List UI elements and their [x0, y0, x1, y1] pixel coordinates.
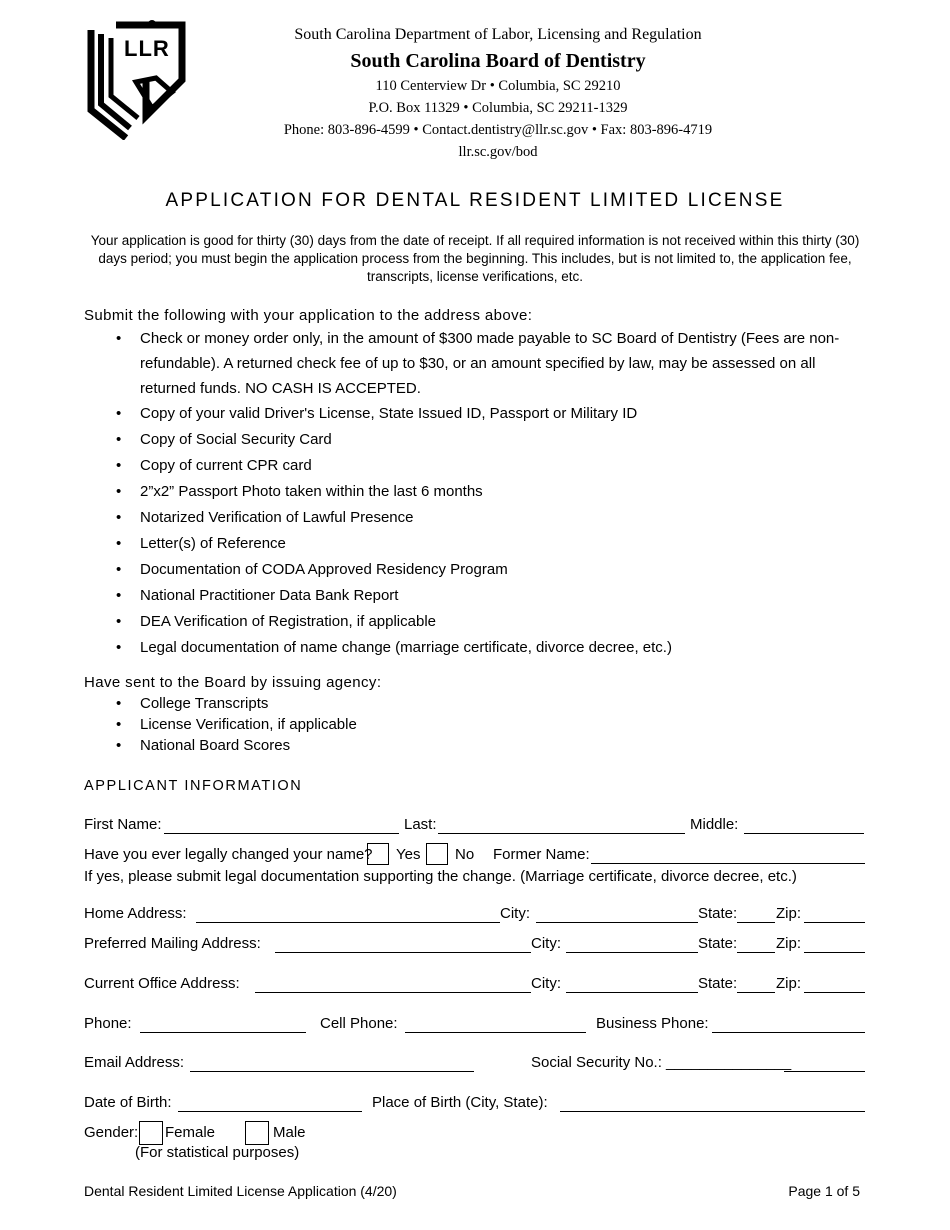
- home-city-label: City:: [500, 905, 530, 922]
- email-field[interactable]: [190, 1071, 474, 1072]
- male-checkbox[interactable]: [245, 1121, 269, 1145]
- list-item: • DEA Verification of Registration, if applicable: [84, 609, 874, 635]
- list-item: • Copy of Social Security Card: [84, 427, 874, 453]
- phone-field[interactable]: [140, 1032, 306, 1033]
- list-item: • License Verification, if applicable: [84, 714, 874, 735]
- office-zip-label: Zip:: [776, 975, 802, 992]
- list-item: • Legal documentation of name change (marriage certificate, divorce decree, etc.): [84, 635, 874, 661]
- name-change-note: If yes, please submit legal documentation supporting the change. (Marriage certificate, divorce decree, etc.): [84, 868, 797, 885]
- ssn-field[interactable]: [784, 1071, 865, 1072]
- gender-label: Gender:: [84, 1124, 139, 1141]
- mailing-zip-label: Zip:: [776, 935, 802, 952]
- agency-heading: Have sent to the Board by issuing agency:: [84, 674, 382, 691]
- mailing-state-field[interactable]: [737, 952, 775, 953]
- pob-field[interactable]: [560, 1111, 865, 1112]
- phone-label: Phone:: [84, 1015, 132, 1032]
- list-item: • Letter(s) of Reference: [84, 531, 874, 557]
- current-office-label: Current Office Address:: [84, 975, 240, 992]
- female-label: Female: [165, 1124, 216, 1141]
- submit-list: [84, 326, 874, 661]
- mailing-city-label: City:: [531, 935, 561, 952]
- submit-heading: Submit the following with your application to the address above:: [84, 307, 533, 324]
- business-phone-label: Business Phone:: [596, 1015, 709, 1032]
- page-title: APPLICATION FOR DENTAL RESIDENT LIMITED LICENSE: [165, 190, 785, 211]
- business-phone-field[interactable]: [712, 1032, 865, 1033]
- office-city-label: City:: [531, 975, 561, 992]
- mailing-state-label: State:: [698, 935, 738, 952]
- cell-phone-label: Cell Phone:: [320, 1015, 398, 1032]
- home-state-label: State:: [698, 905, 738, 922]
- logo-text: LLR: [124, 36, 170, 61]
- current-office-field[interactable]: [255, 992, 531, 993]
- former-name-label: Former Name:: [493, 846, 590, 863]
- office-state-label: State:: [698, 975, 738, 992]
- ssn-label: Social Security No.: _______________: [531, 1054, 792, 1071]
- name-changed-question: Have you ever legally changed your name?: [84, 846, 373, 863]
- last-name-field[interactable]: [438, 833, 685, 834]
- preferred-mailing-field[interactable]: [275, 952, 531, 953]
- board-name: South Carolina Board of Dentistry: [350, 50, 646, 72]
- last-name-label: Last:: [404, 816, 437, 833]
- first-name-label: First Name:: [84, 816, 162, 833]
- contact-line: Phone: 803-896-4599 • Contact.dentistry@llr.sc.gov • Fax: 803-896-4719: [283, 122, 713, 138]
- footer-page-number: Page 1 of 5: [788, 1183, 860, 1199]
- middle-name-field[interactable]: [744, 833, 864, 834]
- office-zip-field[interactable]: [804, 992, 865, 993]
- mailing-city-field[interactable]: [566, 952, 698, 953]
- cell-phone-field[interactable]: [405, 1032, 586, 1033]
- home-zip-label: Zip:: [776, 905, 802, 922]
- list-item: • Copy of your valid Driver's License, State Issued ID, Passport or Military ID: [84, 401, 874, 427]
- former-name-field[interactable]: [591, 863, 865, 864]
- list-item: • Notarized Verification of Lawful Presence: [84, 505, 874, 531]
- mailing-zip-field[interactable]: [804, 952, 865, 953]
- pob-label: Place of Birth (City, State):: [372, 1094, 548, 1111]
- name-changed-yes-checkbox[interactable]: [367, 843, 389, 865]
- list-item: • National Board Scores: [84, 735, 874, 756]
- gender-note: (For statistical purposes): [135, 1144, 300, 1161]
- office-state-field[interactable]: [737, 992, 775, 993]
- first-name-field[interactable]: [164, 833, 399, 834]
- list-item: • Documentation of CODA Approved Residency Program: [84, 557, 874, 583]
- address-line-1: 110 Centerview Dr • Columbia, SC 29210: [375, 78, 621, 94]
- website: llr.sc.gov/bod: [458, 144, 538, 160]
- male-label: Male: [273, 1124, 306, 1141]
- dob-label: Date of Birth:: [84, 1094, 172, 1111]
- dob-field[interactable]: [178, 1111, 362, 1112]
- list-item: • Check or money order only, in the amount of $300 made payable to SC Board of Dentistry (Fees are non-refundable). A returned check fee of up to $30, or an amount specified by law, may be assessed on all returned funds. NO CASH IS ACCEPTED.: [84, 326, 874, 401]
- agency-list: [84, 693, 874, 756]
- yes-label: Yes: [396, 846, 421, 863]
- list-item: • Copy of current CPR card: [84, 453, 874, 479]
- home-state-field[interactable]: [737, 922, 775, 923]
- name-changed-no-checkbox[interactable]: [426, 843, 448, 865]
- home-zip-field[interactable]: [804, 922, 865, 923]
- home-city-field[interactable]: [536, 922, 698, 923]
- list-item: • National Practitioner Data Bank Report: [84, 583, 874, 609]
- list-item: • College Transcripts: [84, 693, 874, 714]
- middle-name-label: Middle:: [690, 816, 739, 833]
- home-address-label: Home Address:: [84, 905, 187, 922]
- department-name: South Carolina Department of Labor, Licensing and Regulation: [294, 26, 702, 43]
- applicant-heading: APPLICANT INFORMATION: [84, 778, 303, 794]
- female-checkbox[interactable]: [139, 1121, 163, 1145]
- no-label: No: [455, 846, 475, 863]
- intro-text: Your application is good for thirty (30) days from the date of receipt. If all required information is not received within this thirty (30) days period; you must begin the application process from the beginning. This includes, but is not limited to, the application fee, transcripts, license verifications, etc.: [90, 233, 860, 284]
- email-label: Email Address:: [84, 1054, 185, 1071]
- list-item: • 2”x2” Passport Photo taken within the last 6 months: [84, 479, 874, 505]
- office-city-field[interactable]: [566, 992, 698, 993]
- home-address-field[interactable]: [196, 922, 500, 923]
- address-line-2: P.O. Box 11329 • Columbia, SC 29211-1329: [368, 100, 628, 116]
- footer-form-name: Dental Resident Limited License Application (4/20): [84, 1183, 397, 1199]
- preferred-mailing-label: Preferred Mailing Address:: [84, 935, 261, 952]
